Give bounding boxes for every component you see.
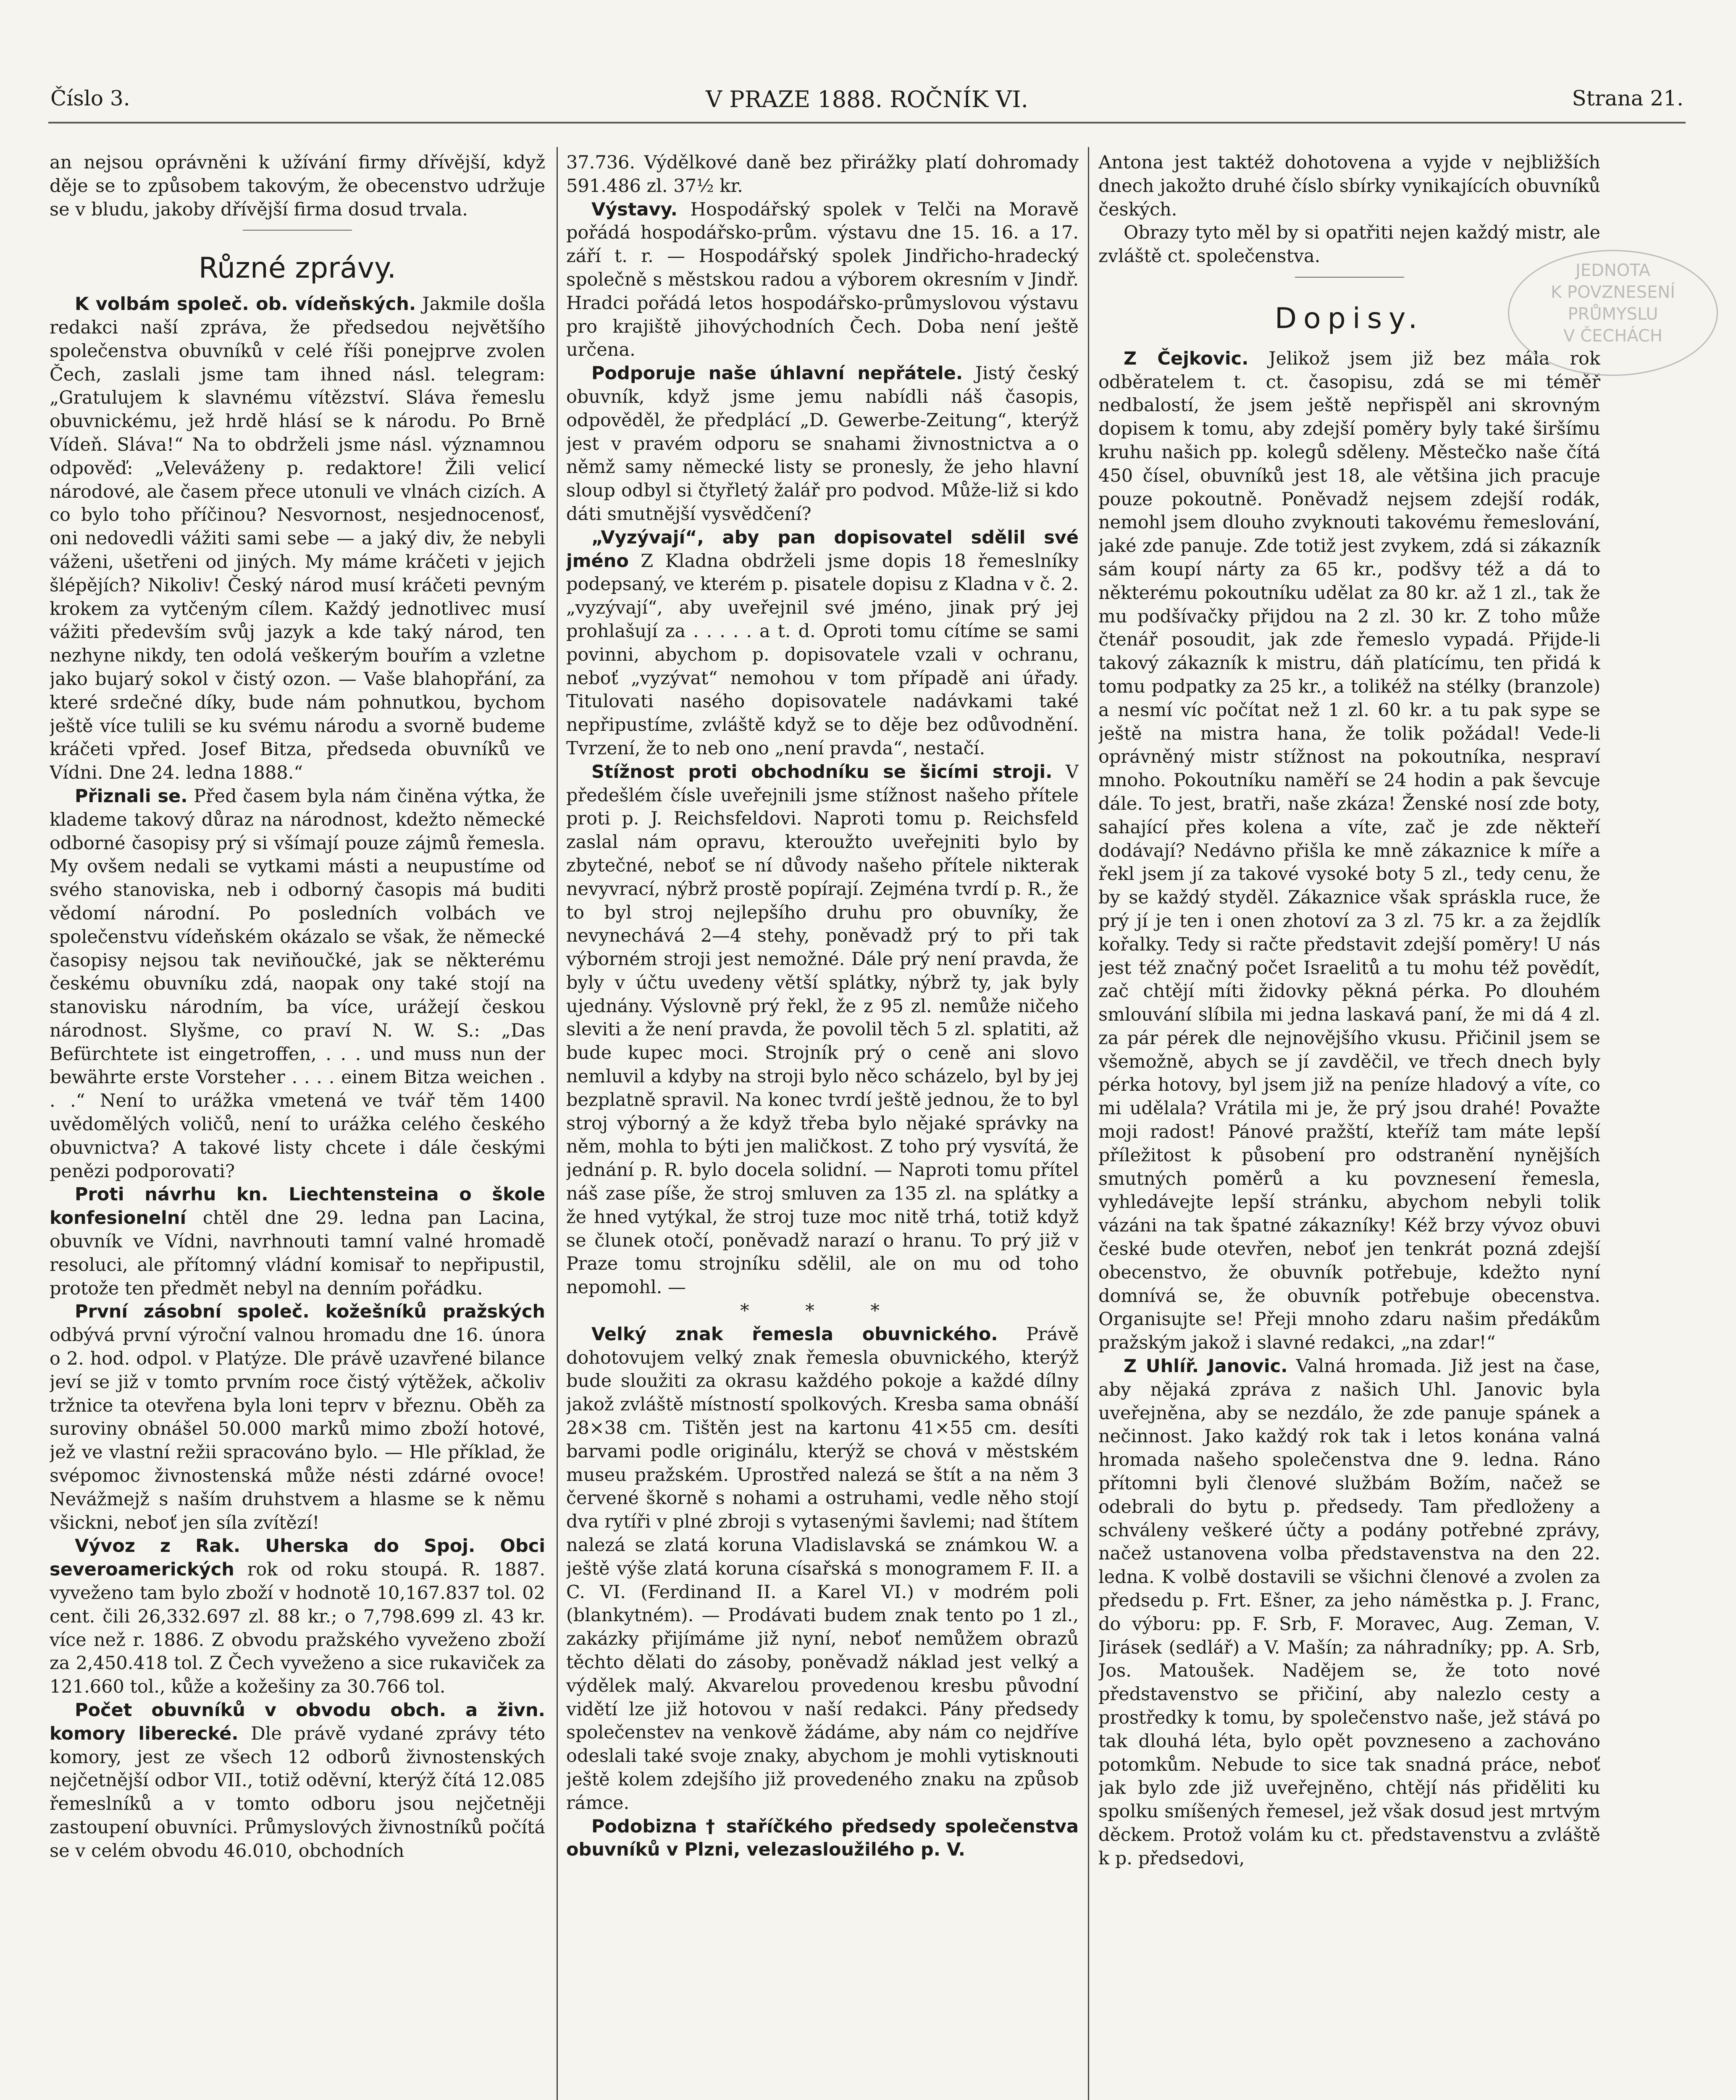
article-sewing-machine xyxy=(566,761,1079,1299)
article-body: Právě dohotovujem velký znak řemesla obuvnického, kterýž bude sloužiti za okrasu každého pokoje a každé dílny jakož zvláště místností spolkových. Kresba sama obnáší 28×38 cm. Tištěn jest na kartonu 41×55 cm. desíti barvami podle originálu, kterýž se chová v městském museu pražském. Uprostřed nalezá se štít a na něm 3 červené škorně s nohami a ostruhami, vedle něho stojí dva rytíři v plné zbroji s vytasenými šavlemi; nad štítem nalezá se zlatá koruna Vladislavská se známkou W. a ještě výše zlatá koruna císařská s monogramem F. II. a C. VI. (Ferdinand II. a Karel VI.) v modrém poli (blankytném). — Prodávati budem znak tento po 1 zl., zakázky přijímáme již nyní, neboť nemůžem obrazů těchto dělati do zásoby, poněvadž náklad jest velký a výdělek malý. Akvarelou provedenou kresbu původní vidětí lze již hotovou v naší redakci. Pány předsedy společenstev na venkově žádáme, aby nám co nejdříve odeslali také svoje znaky, abychom je mohli vytisknouti ještě kolem zdejšího již provedeného znaku na způsob rámce. xyxy=(566,1323,1079,1814)
article-heading: Proti návrhu kn. Liechtensteina o škole konfesionelní xyxy=(50,1184,545,1229)
section-title-various-news: Různé zprávy. xyxy=(198,252,397,285)
article-supports-enemies xyxy=(566,362,1079,526)
article-heading: Počet obuvníků v obvodu obch. a živn. komory liberecké. xyxy=(50,1700,545,1744)
section-title-letters: Dopisy. xyxy=(1274,302,1424,335)
article-body: rok od roku stoupá. R. 1887. vyveženo tam bylo zboží v hodnotě 10,167.837 tol. 02 cent. čili 26,332.697 zl. 88 kr.; o 7,798.699 zl. 43 kr. více než r. 1886. Z obvodu pražského vyveženo zboží za 2,450.418 tol. Z Čech vyveženo a sice rukaviček za 121.660 tol., kůže a kožešiny za 30.766 tol. xyxy=(50,1559,545,1698)
header-rule xyxy=(48,122,1686,123)
article-heading: Stížnost proti obchodníku se šicími stroji. xyxy=(591,761,1053,782)
page-number: Strana 21. xyxy=(1572,86,1683,110)
issue-number: Číslo 3. xyxy=(50,86,130,110)
article-heading: Podporuje naše úhlavní nepřátele. xyxy=(591,363,963,384)
article-heading: Vývoz z Rak. Uherska do Spoj. Obci severoamerických xyxy=(50,1536,545,1580)
continued-text: Antona jest taktéž dohotovena a vyjde v nejbližších dnech jakožto druhé číslo sbírky vynikajících obuvníků českých. xyxy=(1098,152,1600,220)
intro-paragraph: an nejsou oprávněni k užívání firmy dřívější, když děje se to způsobem takovým, že obecenstvo udržuje se v bludu, jakoby dřívější firma dosud trvala. xyxy=(50,152,545,220)
stamp-line: PRŮMYSLU xyxy=(1568,304,1658,324)
column-2 xyxy=(566,151,1079,2100)
article-heading: K volbám společ. ob. vídeňských. xyxy=(75,294,416,315)
article-body: Před časem byla nám činěna výtka, že klademe takový důraz na národnost, kdežto německé odborné časopisy prý si všímají pouze zájmů řemesla. My ovšem nedali se vytkami másti a neupustíme od svého stanoviska, neb i odborný časopis má buditi vědomí národní. Po posledních volbách ve společenstvu vídeňském okázalo se však, že německé časopisy nejsou tak neviňoučké, jak se některému českému obuvníku zdá, naopak ony také stojí na stanovisku národním, ba více, urážejí českou národnost. Slyšme, co praví N. W. S.: „Das Befürchtete ist eingetroffen, . . . und muss nun der bewährte erste Vorsteher . . . . einem Bitza weichen . . .“ Není to urážka vmetená ve tvář těm 1400 uvědomělých voličů, není to urážka celého českého obuvnictva? A takové listy chcete i dále českými penězi podporovati? xyxy=(50,785,545,1182)
short-rule xyxy=(1295,277,1404,278)
article-heading: První zásobní společ. kožešníků pražských xyxy=(75,1301,545,1323)
article-body: Jakmile došla redakci naší zpráva, že předsedou největšího společenstva obuvníků v celé říši ponejprve zvolen Čech, zaslali jsme tam ihned násl. telegram: „Gratulujem k slavnému vítězství. Sláva řemeslu obuvnickému, jež hrdě hlásí se k národu. Po Brně Vídeň. Sláva!“ Na to obdrželi jsme násl. významnou odpověď: „Veleváženy p. redaktore! Žili velicí národové, ale časem přece utonuli ve vlnách cizích. A co bylo toho příčinou? Nesvornost, nesjednocenosť, oni nedovedli vážiti sami sebe — a jaký div, že nebyli váženi, ušetřeni od jiných. My máme kráčeti v jejich šlépějích? Nikoliv! Český národ musí kráčeti pevným krokem za vytčeným cílem. Každý jednotlivec musí vážiti především svůj jazyk a kde taký národ, ten nezhyne nikdy, ten odolá veškerým bouřím a vzletne jako bujarý sokol v čistý ozon. — Vaše blahopřání, za které srdečné díky, bude nám pohnutkou, bychom ještě více tulili se ku svému národu a svorně budeme kráčeti vpřed. Josef Bitza, předseda obuvníků ve Vídni. Dne 24. ledna 1888.“ xyxy=(50,294,545,784)
column-3 xyxy=(1098,151,1600,2100)
letter-body: Jelikož jsem již bez mála rok odběratelem t. ct. časopisu, zdá se mi téměř nedbalostí, že jsem ještě nepřispěl ani skrovným dopisem k tomu, aby zdejší poměry byly také širšímu kruhu našich pp. kolegů sděleny. Městečko naše čítá 450 čísel, obuvníků jest 18, ale většina jich pracuje pouze pokoutně. Poněvadž nejsem zdejší rodák, nemohl jsem dlouho zvyknouti takovému řemeslování, jaké zde panuje. Zde totiž jest zvykem, zdá si zákazník sám koupí nárty za 65 kr., podšvy též a dá to některému pokoutníku udělat za 80 kr. až 1 zl., tak že mu podšívačky přijdou na 2 zl. 30 kr. Z toho může čtenář posoudit, jak zde řemeslo vypadá. Přijde-li takový zákazník k mistru, dáň platícímu, ten přidá k tomu podpatky za 25 kr., a tolikéž na stélky (branzole) a nesmí víc počítat než 1 zl. 60 kr. a tu pak sype se ještě na mistra hana, že tolik požádal! Vede-li oprávněný mistr stížnost na pokoutníka, nespraví mnoho. Pokoutníku naměří se 24 hodin a pak ševcuje dále. To jest, bratři, naše zkáza! Ženské nosí zde boty, sahající přes kolena a víte, zač je zde někteří dodávají? Nedávno přišla ke mně zákaznice k míře a řekl jsem jí za takové vysoké boty 5 zl., tedy cenu, že by se každý styděl. Zákaznice však spráskla ruce, že prý jí je ten i onen zhotoví za 3 zl. 75 kr. a za žejdlík kořalky. Tedy si račte představit zdejší poměry! U nás jest též značný počet Israelitů a tu mohu též povědít, zač chtějí míti židovky pěkná pérka. Po dlouhém smlouvání slíbila mi jedna laskavá paní, že mi dá 4 zl. za pár pérek dle nejnovějšího vkusu. Přičinil jsem se všemožně, abych se jí zavděčil, ve třech dnech byly pérka hotovy, byl jsem již na peníze hladový a víte, co mi udělala? Vrátila mi je, že prý jsou drahé! Považte moji radost! Pánové pražští, kteříž tam máte lepší příležitost k působení pro odstranění nynějších smutných poměrů a ku povznesení řemesla, vyhledávejte lepší stránku, abychom nebyli tolik vázáni na tak špatné zákazníky! Kéž brzy vývoz obuvi české bude otevřen, neboť jen tenkrát pozná zdejší obecenstvo, že obuvník potřebuje, kdežto nyní domnívá se, že obuvník potřebuje obecenstva. Organisujte se! Přeji mnoho zdaru našim předákům pražským jakož i slavné redakci, „na zdar!“ xyxy=(1098,348,1600,1354)
library-stamp xyxy=(1508,250,1718,376)
article-heading: Velký znak řemesla obuvnického. xyxy=(591,1323,998,1345)
article-portrait xyxy=(566,1815,1079,1862)
article-challenge xyxy=(566,526,1079,761)
letter-body: Valná hromada. Již jest na čase, aby nějaká zpráva z našich Uhl. Janovic byla uveřejněna, aby se nezdálo, že zde panuje spánek a nečinnost. Jako každý rok tak i letos konána valná hromada našeho společenstva dne 9. ledna. Ráno přítomni byli členové službám Božím, načež se odebrali do bytu p. předsedy. Tam předloženy a schváleny veškeré účty a podány potřebné zprávy, načež ustanovena volba představenstva na den 22. ledna. K volbě dostavili se všichni členové a zvolen za předsedu p. Frt. Ešner, za jeho náměstka p. J. Franc, do výboru: pp. F. Srb, F. Moravec, Aug. Zeman, V. Jirásek (sedlář) a V. Mašín; za náhradníky; pp. A. Srb, Jos. Matoušek. Nadějem se, že toto nové představenstvo se přičiní, aby nalezlo cesty a prostředky k tomu, by společenstvo naše, jež stává po tak dlouhá léta, bylo opět povzneseno a zachováno potomkům. Nebude to sice tak snadná práce, neboť jak bylo zde již uveřejněno, chtějí nás přiděliti ku spolku smíšených řemesel, jež však dosud jest mrtvým děckem. Protož volám ku ct. představenstvu a zvláště k p. předsedovi, xyxy=(1098,1356,1600,1869)
page-header xyxy=(50,86,1683,120)
article-furriers xyxy=(50,1300,545,1535)
article-body: V předešlém čísle uveřejnili jsme stížnost našeho přítele proti p. J. Reichsfeldovi. Naproti tomu p. Reichsfeld zaslal nám opravu, kteroužto uveřejniti bylo by zbytečné, neboť se ní důvody našeho přítele nikterak nevyvrací, nýbrž prostě popírají. Zejména tvrdí p. R., že to byl stroj nejlepšího druhu pro obuvníky, že nevynechává 2—4 stehy, poněvadž prý to při tak výborném stroji jest nemožné. Dále prý není pravda, že byly v účtu uvedeny větší splátky, nýbrž ty, jak byly ujednány. Výslovně prý řekl, že z 95 zl. nemůže ničeho sleviti a že není pravda, že povolil těch 5 zl. splatiti, až bude kupec moci. Strojník prý o ceně ani slovo nemluvil a kdyby na stroji bylo něco scházelo, byl by jej bezplatně spravil. Na konec tvrdí ještě jednou, že to byl stroj výborný a že když třeba bylo nějaké správky na něm, mohla to býti jen maličkost. Z toho prý vysvítá, že jednání p. R. bylo docela solidní. — Naproti tomu přítel náš zase píše, že stroj smluven za 135 zl. na splátky a že hned vytýkal, že stroj tuze moc nitě trhá, totiž když se člunek otočí, poněvadž narazí o hranu. To prý již v Praze tomu strojníku sdělil, ale on mu od toho nepomohl. — xyxy=(566,761,1079,1298)
article-export xyxy=(50,1535,545,1699)
article-body: Dle právě vydané zprávy této komory, jest ze všech 12 odborů živnostenských nejčetnější odbor VII., totiž oděvní, kterýž čítá 12.085 řemeslníků a v tomto odboru jsou nejčetněji zastoupení obuvníci. Průmyslových živnostníků počítá se v celém obvodu 46.010, obchodních xyxy=(50,1723,545,1861)
article-exhibitions xyxy=(566,198,1079,362)
article-heading: Výstavy. xyxy=(591,199,678,220)
article-body: Z Kladna obdrželi jsme dopis 18 řemeslníky podepsaný, ve kterém p. pisatele dopisu z Kladna v č. 2. „vyzývají“, aby uveřejnil své jméno, jinak prý jej prohlašují za . . . . . a t. d. Oproti tomu cítíme se sami povinni, abychom p. dopisovatele vzali v ochranu, neboť „vyzývat“ nemohou v tom případě ani úřady. Titulovati nasého dopisovatele nadávkami také nepřipustíme, zvláště když se to děje bez odůvodnění. Tvrzení, že to neb ono „není pravda“, nestačí. xyxy=(566,550,1079,759)
article-body: odbývá první výroční valnou hromadu dne 16. února o 2. hod. odpol. v Platýze. Dle právě uzavřené bilance jeví se již v tomto prvním roce čistý výtěžek, ačkoliv tržnice ta otevřena byla loni teprv v březnu. Oběh za suroviny obnášel 50.000 marků mimo zboží hotové, jež ve vlastní režii spracováno bylo. — Hle příklad, že svépomoc živnostenská může nésti zdárné ovoce! Nevážmejž s naším druhstvem a hlasme se k němu všickni, neboť jen síla zvítězí! xyxy=(50,1325,545,1533)
column-divider-1 xyxy=(557,147,558,2100)
column-divider-2 xyxy=(1088,147,1089,2100)
continued-text: 37.736. Výdělkové daně bez přirážky platí dohromady 591.486 zl. 37½ kr. xyxy=(566,152,1079,197)
article-elections xyxy=(50,293,545,785)
letter-cejkovice xyxy=(1098,347,1600,1355)
continued-text-2: Obrazy tyto měl by si opatřiti nejen každý mistr, ale zvláště ct. společenstva. xyxy=(1098,222,1600,267)
stamp-line: V ČECHÁCH xyxy=(1563,326,1662,346)
masthead-date-volume: V PRAZE 1888. ROČNÍK VI. xyxy=(706,86,1028,113)
article-guild-emblem xyxy=(566,1323,1079,1815)
stamp-line: K POVZNESENÍ xyxy=(1550,283,1676,302)
article-liechtenstein xyxy=(50,1183,545,1300)
article-heading: „Vyzývají“, aby pan dopisovatel sdělil své jméno xyxy=(566,527,1079,572)
stamp-line: JEDNOTA xyxy=(1576,261,1650,280)
article-body: Jistý český obuvník, když jsme jemu nabídli náš časopis, odpověděl, že předplácí „D. Gewerbe-Zeitung“, kterýž jest v pravém odporu se snahami živnostnictva a o němž samy německé listy se pronesly, že jeho hlavní sloup odbyl si čtyřletý žalář pro podvod. Může-liž si kdo dáti smutnější vysvědčení? xyxy=(566,363,1079,525)
article-heading: Podobizna † staříčkého předsedy společenstva obuvníků v Plzni, velezasloužilého p. V. xyxy=(566,1816,1079,1861)
letter-uhlirske-janovice xyxy=(1098,1355,1600,1871)
letter-heading: Z Čejkovic. xyxy=(1124,348,1249,369)
column-1 xyxy=(50,151,545,2100)
letter-heading: Z Uhlíř. Janovic. xyxy=(1124,1356,1288,1377)
article-body: chtěl dne 29. ledna pan Lacina, obuvník ve Vídni, navrhnouti tamní valné hromadě resoluci, ale přítomný vládní komisař to nepřipustil, protože ten předmět nebyl na denním pořádku. xyxy=(50,1208,545,1299)
asterism-divider: * * * xyxy=(740,1300,905,1322)
article-heading: Přiznali se. xyxy=(75,785,188,807)
short-rule xyxy=(243,230,352,231)
article-shoemaker-count xyxy=(50,1699,545,1863)
article-confessed xyxy=(50,785,545,1184)
article-body: Hospodářský spolek v Telči na Moravě pořádá hospodářsko-prům. výstavu dne 15. 16. a 17. září t. r. — Hospodářský spolek Jindřicho-hradecký společně s městskou radou a výborem okresním v Jindř. Hradci pořádá letos hospodářsko-průmyslovou výstavu pro krajiště jihovýchodních Čech. Doba není ještě určena. xyxy=(566,199,1079,361)
